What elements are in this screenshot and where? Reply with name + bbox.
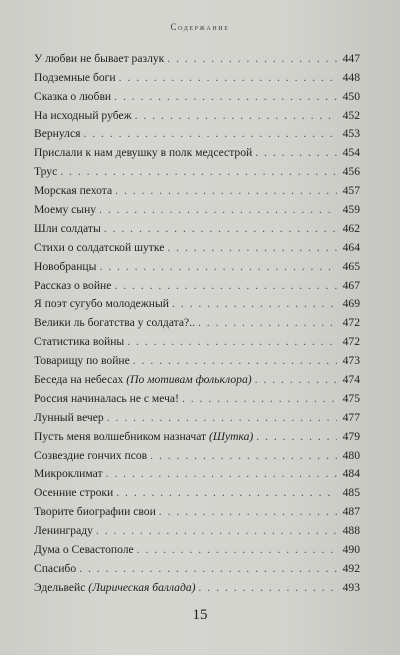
leader-dots bbox=[182, 392, 337, 405]
entry-title bbox=[34, 241, 164, 254]
toc-entry bbox=[34, 65, 360, 84]
entry-title-text: Лунный вечер bbox=[34, 410, 104, 424]
entry-title-text: Прислали к нам девушку в полк медсестрой bbox=[34, 146, 253, 160]
entry-title bbox=[34, 430, 253, 443]
entry-title-text: Беседа на небесах bbox=[34, 373, 124, 387]
entry-title bbox=[34, 146, 252, 159]
entry-title-text: Дума о Севастополе bbox=[34, 543, 134, 557]
entry-title bbox=[34, 449, 147, 462]
entry-title-text: Россия начиналась не с меча! bbox=[34, 391, 179, 405]
entry-page-number: 464 bbox=[342, 240, 360, 254]
entry-page-number: 485 bbox=[342, 486, 360, 500]
entry-subtitle-note: (Шутка) bbox=[209, 429, 254, 443]
leader-dots bbox=[255, 373, 337, 386]
entry-page-number: 453 bbox=[342, 127, 360, 141]
leader-dots bbox=[256, 430, 337, 443]
toc-entry bbox=[34, 424, 360, 443]
entry-title bbox=[34, 165, 57, 178]
entry-page-number: 477 bbox=[342, 410, 360, 424]
leader-dots bbox=[127, 335, 337, 348]
entry-title-text: Пусть меня волшебником назначат bbox=[34, 429, 207, 443]
entry-title bbox=[34, 392, 179, 405]
entry-title-text: Ленинграду bbox=[34, 524, 93, 538]
entry-title bbox=[34, 486, 113, 499]
entry-page-number: 490 bbox=[342, 543, 360, 557]
toc-entry bbox=[34, 462, 360, 481]
toc-entry bbox=[34, 197, 360, 216]
leader-dots bbox=[106, 467, 337, 480]
entry-page-number: 479 bbox=[342, 429, 360, 443]
leader-dots bbox=[135, 109, 337, 122]
entry-page-number: 456 bbox=[342, 165, 360, 179]
entry-title-text: Моему сыну bbox=[34, 203, 97, 217]
toc-entry bbox=[34, 103, 360, 122]
entry-page-number: 459 bbox=[342, 203, 360, 217]
leader-dots bbox=[119, 71, 337, 84]
toc-entry bbox=[34, 178, 360, 197]
entry-title-text: Рассказ о войне bbox=[34, 278, 112, 292]
leader-dots bbox=[199, 581, 338, 594]
entry-title bbox=[34, 203, 96, 216]
entry-subtitle-note: (По мотивам фольклора) bbox=[126, 373, 252, 387]
entry-title bbox=[34, 90, 111, 103]
entry-page-number: 487 bbox=[342, 505, 360, 519]
entry-title bbox=[34, 52, 164, 65]
toc-entry bbox=[34, 46, 360, 65]
leader-dots bbox=[79, 562, 337, 575]
entry-page-number: 457 bbox=[342, 184, 360, 198]
toc-entry bbox=[34, 575, 360, 594]
toc-entry bbox=[34, 443, 360, 462]
leader-dots bbox=[198, 316, 337, 329]
entry-title-text: Шли солдаты bbox=[34, 221, 101, 235]
entry-title-text: Осенние строки bbox=[34, 486, 114, 500]
entry-page-number: 484 bbox=[342, 467, 360, 481]
entry-page-number: 467 bbox=[342, 278, 360, 292]
entry-title-text: Велики ль богатства у солдата?.. bbox=[34, 316, 195, 330]
entry-page-number: 473 bbox=[342, 354, 360, 368]
entry-title bbox=[34, 505, 156, 518]
entry-title bbox=[34, 222, 101, 235]
entry-title-text: У любви не бывает разлук bbox=[34, 51, 165, 65]
leader-dots bbox=[60, 165, 337, 178]
entry-title bbox=[34, 373, 252, 386]
leader-dots bbox=[167, 241, 337, 254]
leader-dots bbox=[114, 90, 337, 103]
running-header: Содержание bbox=[170, 22, 230, 32]
entry-page-number: 450 bbox=[342, 89, 360, 103]
leader-dots bbox=[255, 146, 337, 159]
leader-dots bbox=[116, 486, 337, 499]
entry-title-text: На исходный рубеж bbox=[34, 108, 132, 122]
toc-entry bbox=[34, 556, 360, 575]
entry-title bbox=[34, 109, 132, 122]
toc-entry bbox=[34, 367, 360, 386]
entry-page-number: 462 bbox=[342, 221, 360, 235]
entry-title-text: Микроклимат bbox=[34, 467, 103, 481]
leader-dots bbox=[83, 127, 337, 140]
page-number: 15 bbox=[192, 607, 208, 623]
entry-title-text: Я поэт сугубо молодежный bbox=[34, 297, 169, 311]
toc-entry bbox=[34, 235, 360, 254]
toc-entry bbox=[34, 292, 360, 311]
entry-title bbox=[34, 581, 196, 594]
toc-entry bbox=[34, 518, 360, 537]
toc-entry bbox=[34, 122, 360, 141]
entry-page-number: 472 bbox=[342, 335, 360, 349]
leader-dots bbox=[107, 411, 337, 424]
leader-dots bbox=[96, 524, 337, 537]
entry-page-number: 448 bbox=[342, 70, 360, 84]
toc-entry bbox=[34, 159, 360, 178]
toc-entry bbox=[34, 254, 360, 273]
leader-dots bbox=[115, 184, 337, 197]
leader-dots bbox=[159, 505, 337, 518]
entry-title bbox=[34, 467, 103, 480]
toc-entry bbox=[34, 348, 360, 367]
leader-dots bbox=[133, 354, 337, 367]
entry-title-text: Творите биографии свои bbox=[34, 505, 156, 519]
toc-entry bbox=[34, 310, 360, 329]
entry-title-text: Эдельвейс bbox=[34, 580, 86, 594]
toc-entry bbox=[34, 480, 360, 499]
entry-title-text: Трус bbox=[34, 165, 58, 179]
toc-entry bbox=[34, 405, 360, 424]
entry-page-number: 465 bbox=[342, 259, 360, 273]
entry-title bbox=[34, 411, 104, 424]
toc-entry bbox=[34, 499, 360, 518]
entry-subtitle-note: (Лирическая баллада) bbox=[88, 580, 196, 594]
entry-page-number: 469 bbox=[342, 297, 360, 311]
entry-page-number: 474 bbox=[342, 373, 360, 387]
entry-title-text: Созвездие гончих псов bbox=[34, 448, 148, 462]
leader-dots bbox=[172, 297, 337, 310]
entry-title-text: Статистика войны bbox=[34, 335, 125, 349]
leader-dots bbox=[167, 52, 337, 65]
entry-title bbox=[34, 335, 124, 348]
leader-dots bbox=[137, 543, 337, 556]
entry-title-text: Стихи о солдатской шутке bbox=[34, 240, 165, 254]
toc-entry bbox=[34, 329, 360, 348]
entry-title bbox=[34, 184, 112, 197]
entry-title bbox=[34, 354, 130, 367]
toc-entry bbox=[34, 216, 360, 235]
toc-entry bbox=[34, 84, 360, 103]
entry-page-number: 447 bbox=[342, 51, 360, 65]
toc-entry bbox=[34, 140, 360, 159]
entry-page-number: 492 bbox=[342, 561, 360, 575]
entry-title bbox=[34, 279, 111, 292]
leader-dots bbox=[99, 203, 337, 216]
entry-title bbox=[34, 297, 169, 310]
leader-dots bbox=[104, 222, 337, 235]
entry-page-number: 480 bbox=[342, 448, 360, 462]
entry-title-text: Сказка о любви bbox=[34, 89, 112, 103]
toc-entry bbox=[34, 273, 360, 292]
leader-dots bbox=[114, 279, 337, 292]
leader-dots bbox=[99, 260, 337, 273]
entry-title bbox=[34, 562, 76, 575]
entry-title bbox=[34, 543, 134, 556]
entry-title bbox=[34, 524, 93, 537]
entry-title-text: Подземные боги bbox=[34, 70, 116, 84]
entry-title bbox=[34, 127, 80, 140]
entry-title-text: Новобранцы bbox=[34, 259, 97, 273]
leader-dots bbox=[150, 449, 337, 462]
entry-page-number: 452 bbox=[342, 108, 360, 122]
entry-title-text: Вернулся bbox=[34, 127, 81, 141]
entry-page-number: 493 bbox=[342, 580, 360, 594]
toc-entry bbox=[34, 386, 360, 405]
entry-title-text: Товарищу по войне bbox=[34, 354, 130, 368]
entry-page-number: 472 bbox=[342, 316, 360, 330]
entry-title bbox=[34, 260, 96, 273]
entry-title bbox=[34, 316, 195, 329]
entry-page-number: 475 bbox=[342, 391, 360, 405]
toc-entry bbox=[34, 537, 360, 556]
entry-title-text: Спасибо bbox=[34, 561, 77, 575]
entry-page-number: 454 bbox=[342, 146, 360, 160]
table-of-contents bbox=[34, 46, 360, 594]
entry-title-text: Морская пехота bbox=[34, 184, 113, 198]
entry-page-number: 488 bbox=[342, 524, 360, 538]
entry-title bbox=[34, 71, 116, 84]
